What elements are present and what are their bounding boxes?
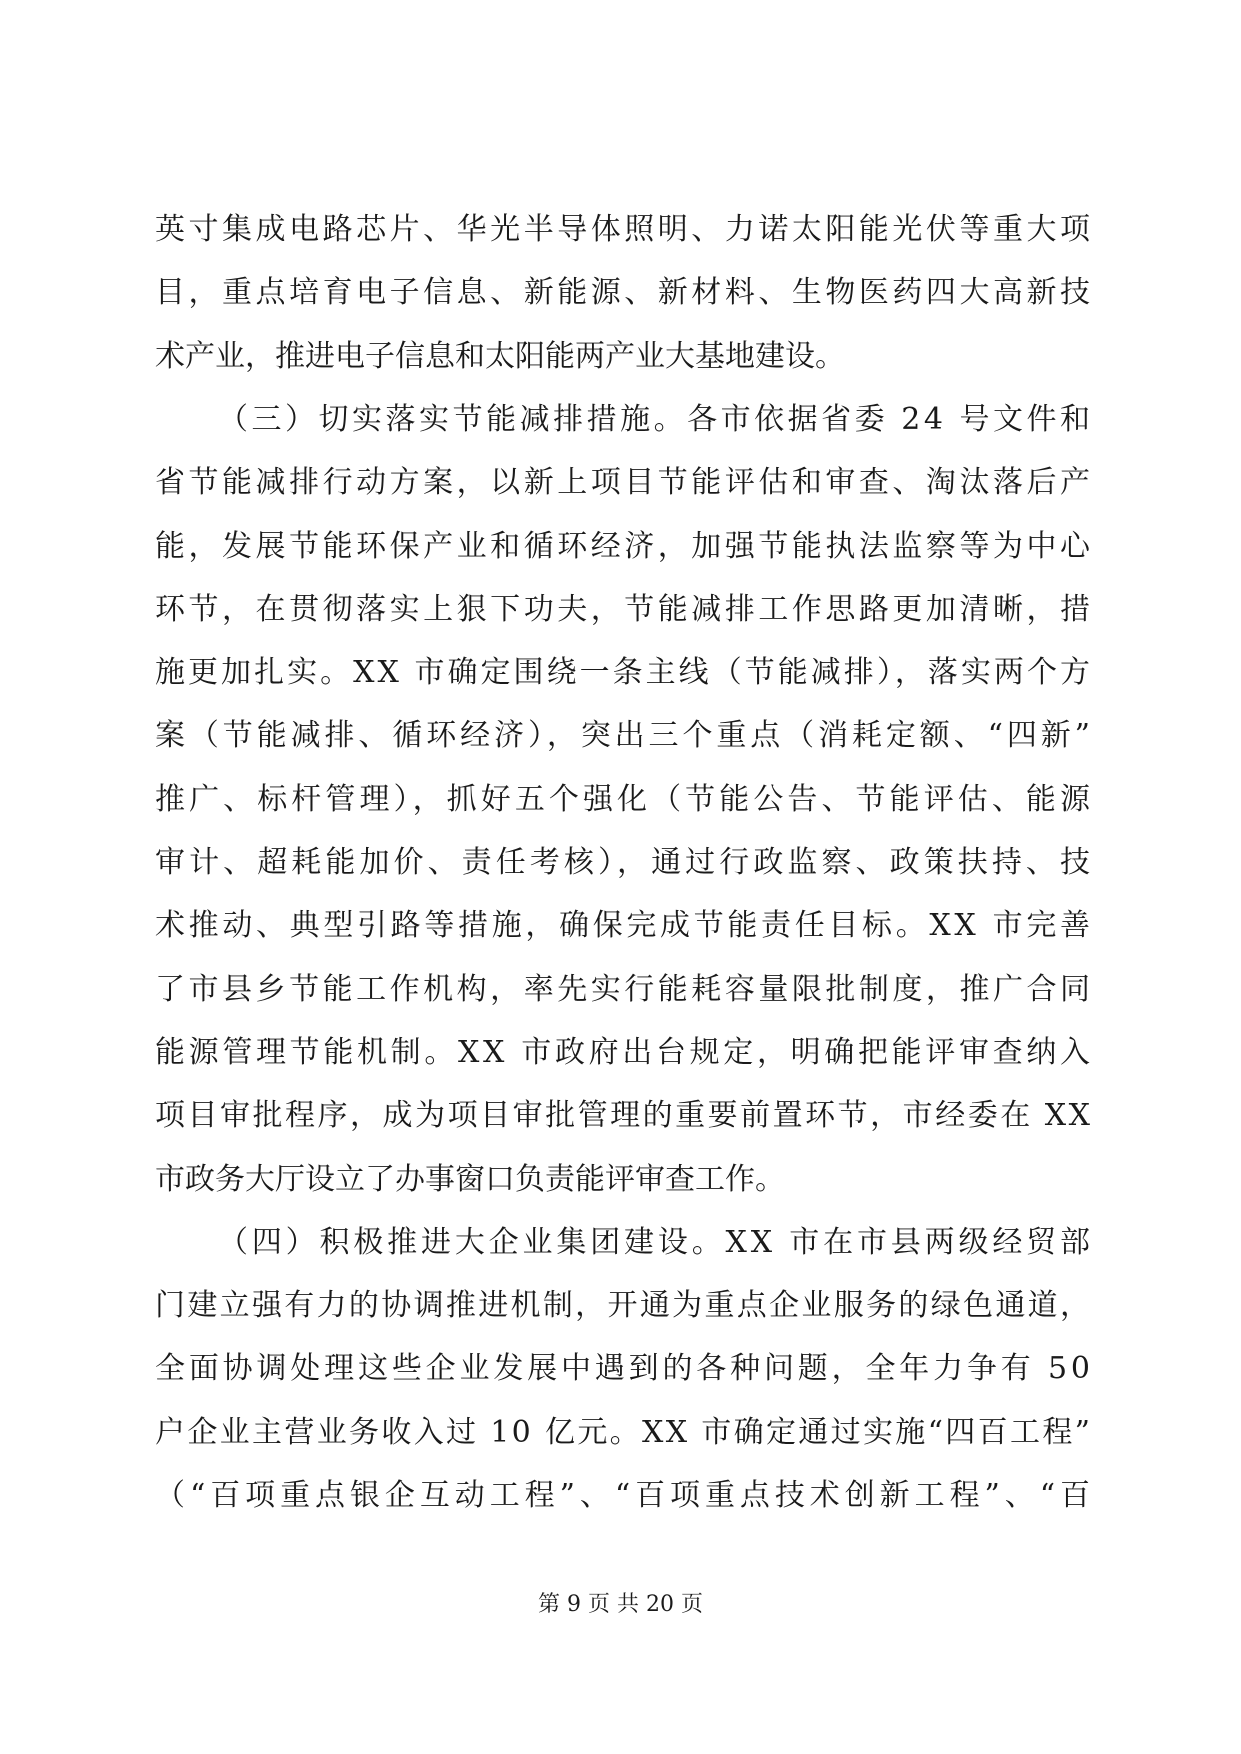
text-line	[0, 833, 1241, 893]
text-line-content: 市政务大厅设立了办事窗口负责能评审查工作。	[155, 1161, 785, 1197]
text-line	[0, 327, 1241, 387]
text-line-content: （三）切实落实节能减排措施。各市依据省委 24 号文件和	[218, 401, 1094, 437]
text-line	[0, 390, 1241, 450]
text-line-content: 推广、标杆管理），抓好五个强化（节能公告、节能评估、能源	[155, 781, 1095, 817]
text-line-content: 了市县乡节能工作机构，率先实行能耗容量限批制度，推广合同	[155, 971, 1094, 1007]
text-line	[0, 1403, 1241, 1463]
text-line-content: 审计、超耗能加价、责任考核），通过行政监察、政策扶持、技	[155, 845, 1095, 880]
text-line-content: 项目审批程序，成为项目审批管理的重要前置环节，市经委在 XX	[155, 1098, 1093, 1134]
text-line-content: 案（节能减排、循环经济），突出三个重点（消耗定额、“四新”	[155, 718, 1094, 754]
text-line	[0, 706, 1241, 766]
text-line-content: 门建立强有力的协调推进机制，开通为重点企业服务的绿色通道，	[155, 1288, 1093, 1324]
text-line-content: 能，发展节能环保产业和循环经济，加强节能执法监察等为中心	[155, 528, 1094, 564]
text-line	[0, 200, 1241, 260]
text-line	[0, 1150, 1241, 1210]
text-line-content: 户企业主营业务收入过 10 亿元。XX 市确定通过实施“四百工程”	[155, 1414, 1093, 1450]
text-line-content: 省节能减排行动方案，以新上项目节能评估和审查、淘汰落后产	[155, 465, 1094, 501]
text-line	[0, 580, 1241, 640]
text-line-content: 能源管理节能机制。XX 市政府出台规定，明确把能评审查纳入	[155, 1034, 1094, 1070]
text-line-content: （“百项重点银企互动工程”、“百项重点技术创新工程”、“百	[155, 1478, 1095, 1513]
text-line	[0, 453, 1241, 513]
text-line-content: （四）积极推进大企业集团建设。XX 市在市县两级经贸部	[218, 1224, 1094, 1260]
text-line	[0, 1466, 1241, 1526]
text-line	[0, 263, 1241, 323]
text-line-content: 环节，在贯彻落实上狠下功夫，节能减排工作思路更加清晰，措	[155, 591, 1094, 627]
text-line	[0, 1339, 1241, 1399]
text-line-content: 术产业，推进电子信息和太阳能两产业大基地建设。	[155, 338, 845, 374]
text-line-content: 术推动、典型引路等措施，确保完成节能责任目标。XX 市完善	[155, 908, 1094, 944]
text-line	[0, 517, 1241, 577]
text-line-content: 目，重点培育电子信息、新能源、新材料、生物医药四大高新技	[155, 275, 1094, 311]
text-line	[0, 1213, 1241, 1273]
text-line-content: 全面协调处理这些企业发展中遇到的各种问题，全年力争有 50	[155, 1351, 1094, 1387]
text-line	[0, 896, 1241, 956]
text-line	[0, 1276, 1241, 1336]
text-line	[0, 1086, 1241, 1146]
page-footer: 第 9 页 共 20 页	[538, 1592, 703, 1617]
text-line-content: 施更加扎实。XX 市确定围绕一条主线（节能减排），落实两个方	[155, 655, 1094, 691]
text-line	[0, 1023, 1241, 1083]
text-line-content: 英寸集成电路芯片、华光半导体照明、力诺太阳能光伏等重大项	[155, 212, 1094, 247]
text-line	[0, 770, 1241, 830]
text-line	[0, 643, 1241, 703]
text-line	[0, 960, 1241, 1020]
